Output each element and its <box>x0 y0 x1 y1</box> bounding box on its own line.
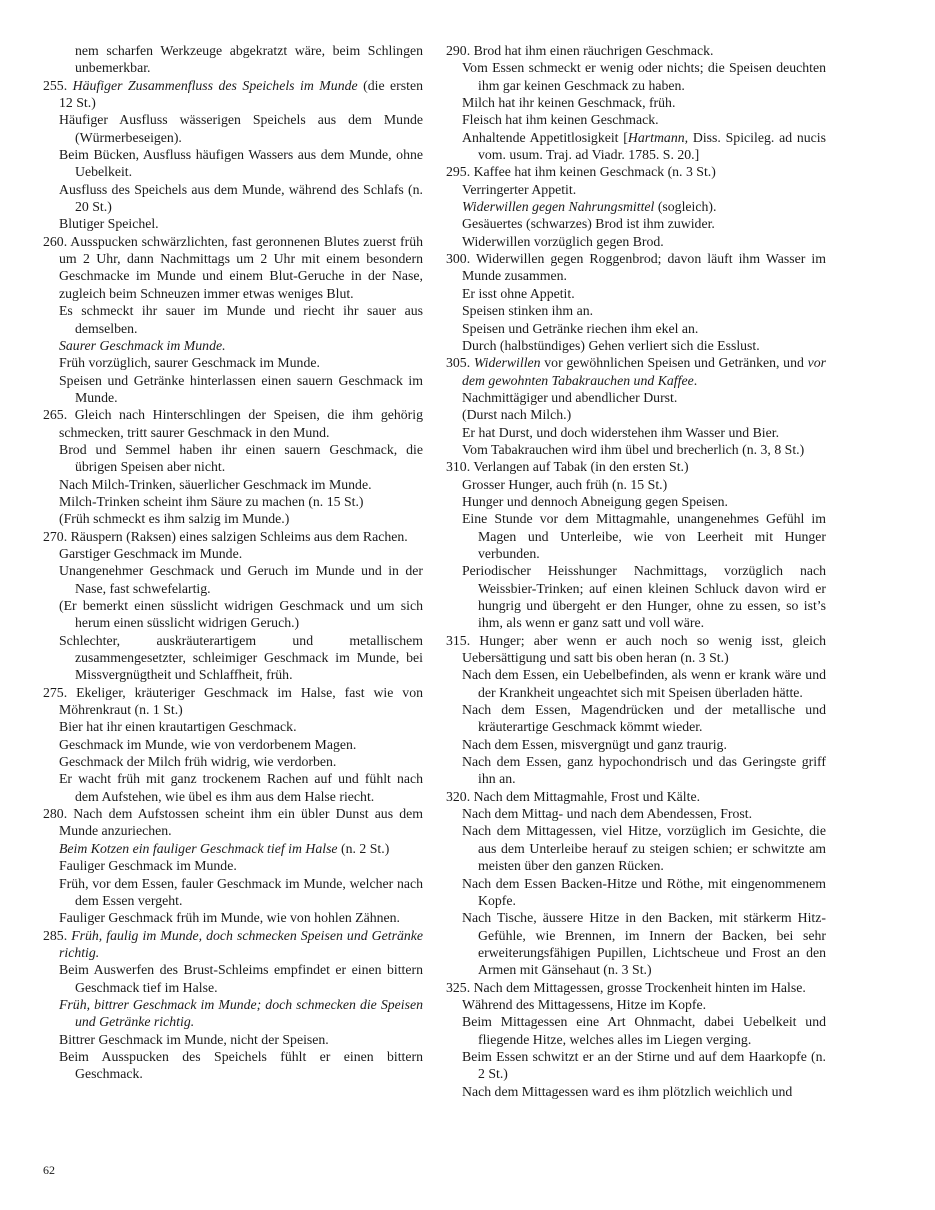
right-column <box>446 42 826 1100</box>
text: Früh vorzüglich, saurer Geschmack im Munde. <box>59 355 320 371</box>
symptom-entry <box>43 632 423 684</box>
italic-text: Widerwillen <box>473 355 541 371</box>
symptom-entry <box>446 111 826 128</box>
text: Grosser Hunger, auch früh (n. 15 St.) <box>462 476 668 492</box>
symptom-entry <box>446 59 826 94</box>
italic-text: vor dem gewohnten Tabakrauchen und Kaffee <box>462 355 827 388</box>
text: Speisen stinken ihm an. <box>462 303 594 319</box>
symptom-entry <box>446 875 826 910</box>
symptom-entry <box>43 753 423 770</box>
italic-text: Früh, faulig im Munde, doch schmecken Speisen und Getränke richtig. <box>59 927 423 960</box>
numbered-entry <box>43 77 423 112</box>
text: Diss. Spicileg. ad nucis vom. usum. Traj. ad Viadr. 1785. S. 20.] <box>478 129 827 163</box>
symptom-entry <box>43 476 423 493</box>
symptom-entry <box>446 1083 826 1100</box>
text: Gesäuertes (schwarzes) Brod ist ihm zuwider. <box>462 216 715 232</box>
symptom-entry <box>446 233 826 250</box>
text: Periodischer Heisshunger Nachmittags, vorzüglich nach Weissbier-Trinken; auf einen kleinen Schluck davon wird er hungrig und übergeht er den Hunger, ohne zu essen, so ist’s ihm, als wenn er ganz satt und voll wäre. <box>462 563 826 631</box>
text: . <box>693 372 698 388</box>
text: Milch hat ihr keinen Geschmack, früh. <box>462 95 676 111</box>
text: Vom Essen schmeckt er wenig oder nichts; die Speisen deuchten ihm gar keinen Geschmack zu haben. <box>462 60 826 93</box>
symptom-entry <box>43 354 423 371</box>
text: 315. Hunger; aber wenn er auch noch so wenig isst, gleich Uebersättigung und satt bis oben heran (n. 3 St.) <box>446 632 826 666</box>
text: Nach dem Mittagessen, viel Hitze, vorzüglich im Gesichte, die aus dem Unterleibe herauf zu steigen schien; er schwitzte am meisten über den ganzen Rücken. <box>462 823 826 874</box>
symptom-entry <box>446 94 826 111</box>
text: Nach dem Essen, Magendrücken und der metallische und kräuterartige Geschmack kömmt wieder. <box>462 702 826 735</box>
text: Er isst ohne Appetit. <box>462 285 575 301</box>
symptom-entry <box>446 424 826 441</box>
symptom-entry <box>43 302 423 337</box>
text: 295. Kaffee hat ihm keinen Geschmack (n. 3 St.) <box>446 164 716 180</box>
symptom-entry <box>43 493 423 510</box>
text: (sogleich). <box>654 199 717 215</box>
symptom-entry <box>446 736 826 753</box>
text: Nach Tische, äussere Hitze in den Backen, mit stärkerm Hitz-Gefühle, wie Brennen, im Innern der Backen, bei sehr erweiterungsfähigen Pupillen, Lichtscheue und Frost an den Armen mit Gänsehaut (n. 3 St.) <box>462 910 826 978</box>
text: Es schmeckt ihr sauer im Munde und riecht ihr sauer aus demselben. <box>59 303 423 336</box>
numbered-entry <box>446 42 826 59</box>
text: Verringerter Appetit. <box>462 181 577 197</box>
numbered-entry <box>43 528 423 545</box>
text: Nach dem Essen, ein Uebelbefinden, als wenn er krank wäre und der Krankheit ungeachtet sich mit Speisen überladen hätte. <box>462 667 826 700</box>
numbered-entry <box>43 406 423 441</box>
symptom-entry <box>43 840 423 857</box>
text: Geschmack der Milch früh widrig, wie verdorben. <box>59 754 337 770</box>
symptom-entry <box>446 198 826 215</box>
text: Er wacht früh mit ganz trockenem Rachen auf und fühlt nach dem Aufstehen, wie übel es ihm aus dem Halse riecht. <box>59 771 423 804</box>
italic-text: Häufiger Zusammenfluss des Speichels im Munde <box>72 77 358 93</box>
text: Milch-Trinken scheint ihm Säure zu machen (n. 15 St.) <box>59 493 364 509</box>
symptom-entry <box>446 701 826 736</box>
symptom-entry <box>446 805 826 822</box>
text: Speisen und Getränke hinterlassen einen sauern Geschmack im Munde. <box>59 372 423 405</box>
numbered-entry <box>43 927 423 962</box>
symptom-entry <box>43 909 423 926</box>
text: Fleisch hat ihm keinen Geschmack. <box>462 112 659 128</box>
text: Während des Mittagessens, Hitze im Kopfe. <box>462 996 707 1012</box>
text: Unangenehmer Geschmack und Geruch im Munde und in der Nase, fast schwefelartig. <box>59 563 423 596</box>
text: Nach dem Essen Backen-Hitze und Röthe, mit eingenommenem Kopfe. <box>462 875 826 908</box>
text: 320. Nach dem Mittagmahle, Frost und Kälte. <box>446 788 701 804</box>
text: 265. Gleich nach Hinterschlingen der Speisen, die ihm gehörig schmecken, tritt saurer Geschmack in den Mund. <box>43 407 423 440</box>
text: Widerwillen vorzüglich gegen Brod. <box>462 233 664 249</box>
text: 280. Nach dem Aufstossen scheint ihm ein übler Dunst aus dem Munde anzuriechen. <box>43 806 423 839</box>
text: Nach Milch-Trinken, säuerlicher Geschmack im Munde. <box>59 476 372 492</box>
text: Hunger und dennoch Abneigung gegen Speisen. <box>462 493 728 509</box>
symptom-entry <box>43 441 423 476</box>
text: (die ersten 12 St.) <box>59 77 424 111</box>
text: Häufiger Ausfluss wässerigen Speichels aus dem Munde (Würmerbeseigen). <box>59 112 423 145</box>
symptom-entry <box>446 441 826 458</box>
text: 310. Verlangen auf Tabak (in den ersten St.) <box>446 459 689 475</box>
text: 255. <box>43 77 73 93</box>
numbered-entry <box>446 788 826 805</box>
symptom-entry <box>43 510 423 527</box>
numbered-entry <box>43 684 423 719</box>
symptom-entry <box>446 285 826 302</box>
text: 325. Nach dem Mittagessen, grosse Trockenheit hinten im Halse. <box>446 979 806 995</box>
text: Brod und Semmel haben ihr einen sauern Geschmack, die übrigen Speisen aber nicht. <box>59 441 423 475</box>
symptom-entry <box>446 1013 826 1048</box>
text: 290. Brod hat ihm einen räuchrigen Geschmack. <box>446 43 714 58</box>
text: 300. Widerwillen gegen Roggenbrod; davon läuft ihm Wasser im Munde zusammen. <box>446 251 826 284</box>
text: (n. 2 St.) <box>337 840 390 856</box>
text: Nach dem Essen, misvergnügt und ganz traurig. <box>462 736 727 752</box>
text: Blutiger Speichel. <box>59 216 159 232</box>
text: 270. Räuspern (Raksen) eines salzigen Schleims aus dem Rachen. <box>43 528 408 544</box>
symptom-entry <box>446 822 826 874</box>
text: Beim Ausspucken des Speichels fühlt er einen bittern Geschmack. <box>59 1048 423 1082</box>
text: Nach dem Essen, ganz hypochondrisch und das Geringste griff ihn an. <box>462 754 826 787</box>
text: Speisen und Getränke riechen ihm ekel an. <box>462 320 699 336</box>
symptom-entry <box>446 129 826 164</box>
text: Bittrer Geschmack im Munde, nicht der Speisen. <box>59 1031 329 1047</box>
text: nem scharfen Werkzeuge abgekratzt wäre, beim Schlingen unbemerkbar. <box>75 43 423 76</box>
symptom-entry <box>446 302 826 319</box>
symptom-entry <box>446 562 826 631</box>
symptom-entry <box>43 181 423 216</box>
symptom-entry <box>446 215 826 232</box>
numbered-entry <box>446 163 826 180</box>
symptom-entry <box>43 42 423 77</box>
numbered-entry <box>446 979 826 996</box>
text: Anhaltende Appetitlosigkeit [ <box>462 129 628 145</box>
symptom-entry <box>446 320 826 337</box>
symptom-entry <box>446 389 826 406</box>
symptom-entry <box>446 181 826 198</box>
symptom-entry <box>43 597 423 632</box>
italic-text: Früh, bittrer Geschmack im Munde; doch schmecken die Speisen und Getränke richtig. <box>59 996 423 1030</box>
symptom-entry <box>43 337 423 354</box>
text: Vom Tabakrauchen wird ihm übel und brecherlich (n. 3, 8 St.) <box>462 441 805 457</box>
symptom-entry <box>43 215 423 232</box>
symptom-entry <box>43 996 423 1031</box>
text: (Er bemerkt einen süsslicht widrigen Geschmack und um sich herum einen süsslicht widrigen Geruch.) <box>59 598 423 631</box>
symptom-entry <box>43 718 423 735</box>
text: Bier hat ihr einen krautartigen Geschmack. <box>59 719 297 735</box>
text: Beim Bücken, Ausfluss häufigen Wassers aus dem Munde, ohne Uebelkeit. <box>59 147 423 180</box>
symptom-entry <box>446 666 826 701</box>
italic-text: Hartmann, <box>627 129 689 145</box>
text: Garstiger Geschmack im Munde. <box>59 545 243 561</box>
text: 275. Ekeliger, kräuteriger Geschmack im Halse, fast wie von Möhrenkraut (n. 1 St.) <box>43 684 423 718</box>
numbered-entry <box>446 458 826 475</box>
numbered-entry <box>43 805 423 840</box>
text: 305. <box>446 355 474 371</box>
symptom-entry <box>43 146 423 181</box>
left-column <box>43 42 423 1083</box>
symptom-entry <box>43 372 423 407</box>
symptom-entry <box>446 406 826 423</box>
numbered-entry <box>43 233 423 302</box>
text: 260. Ausspucken schwärzlichten, fast geronnenen Blutes zuerst früh um 2 Uhr, dann Nachmittags um 2 Uhr mit einem besondern Geschmacke im Munde und einem Blut-Geruche in der Nase, zugleich beim Schneuzen immer etwas weniges Blut. <box>43 233 423 301</box>
text: Fauliger Geschmack früh im Munde, wie von hohlen Zähnen. <box>59 910 401 926</box>
text: vor gewöhnlichen Speisen und Getränken, und <box>540 355 808 371</box>
symptom-entry <box>446 753 826 788</box>
text: (Durst nach Milch.) <box>462 407 572 423</box>
text: 285. <box>43 927 72 943</box>
symptom-entry <box>43 545 423 562</box>
text: Beim Mittagessen eine Art Ohnmacht, dabei Uebelkeit und fliegende Hitze, welches alles im Liegen verging. <box>462 1014 826 1047</box>
symptom-entry <box>446 996 826 1013</box>
symptom-entry <box>43 875 423 910</box>
numbered-entry <box>446 354 826 389</box>
numbered-entry <box>446 632 826 667</box>
text: Früh, vor dem Essen, fauler Geschmack im Munde, welcher nach dem Essen vergeht. <box>59 875 423 908</box>
text: Durch (halbstündiges) Gehen verliert sich die Esslust. <box>462 337 760 353</box>
text: Beim Auswerfen des Brust-Schleims empfindet er einen bittern Geschmack tief im Halse. <box>59 962 423 995</box>
symptom-entry <box>43 961 423 996</box>
symptom-entry <box>43 736 423 753</box>
symptom-entry <box>446 337 826 354</box>
italic-text: Widerwillen gegen Nahrungsmittel <box>462 199 655 215</box>
text: Geschmack im Munde, wie von verdorbenem Magen. <box>59 736 357 752</box>
symptom-entry <box>43 562 423 597</box>
page-number: 62 <box>43 1163 55 1177</box>
text: Beim Essen schwitzt er an der Stirne und auf dem Haarkopfe (n. 2 St.) <box>462 1048 826 1082</box>
text: Nachmittägiger und abendlicher Durst. <box>462 389 678 405</box>
symptom-entry <box>43 1031 423 1048</box>
text: Nach dem Mittag- und nach dem Abendessen, Frost. <box>462 806 753 822</box>
text: Fauliger Geschmack im Munde. <box>59 858 237 874</box>
text: Ausfluss des Speichels aus dem Munde, während des Schlafs (n. 20 St.) <box>59 181 423 215</box>
symptom-entry <box>43 770 423 805</box>
italic-text: Beim Kotzen ein fauliger Geschmack tief im Halse <box>59 840 338 856</box>
symptom-entry <box>446 493 826 510</box>
symptom-entry <box>43 857 423 874</box>
symptom-entry <box>446 1048 826 1083</box>
text: Er hat Durst, und doch widerstehen ihm Wasser und Bier. <box>462 424 780 440</box>
numbered-entry <box>446 250 826 285</box>
text: Eine Stunde vor dem Mittagmahle, unangenehmes Gefühl im Magen und Unterleibe, wie von Leerheit mit Hunger verbunden. <box>462 511 826 561</box>
italic-text: Saurer Geschmack im Munde. <box>59 337 226 353</box>
text: Schlechter, auskräuterartigem und metallischem zusammengesetzter, schleimiger Geschmack im Munde, bei Missvergnügtheit und Schlaffheit, früh. <box>59 632 423 683</box>
symptom-entry <box>43 111 423 146</box>
symptom-entry <box>446 909 826 978</box>
symptom-entry <box>43 1048 423 1083</box>
symptom-entry <box>446 476 826 493</box>
symptom-entry <box>446 510 826 562</box>
text: Nach dem Mittagessen ward es ihm plötzlich weichlich und <box>462 1083 793 1099</box>
text: (Früh schmeckt es ihm salzig im Munde.) <box>59 511 290 527</box>
